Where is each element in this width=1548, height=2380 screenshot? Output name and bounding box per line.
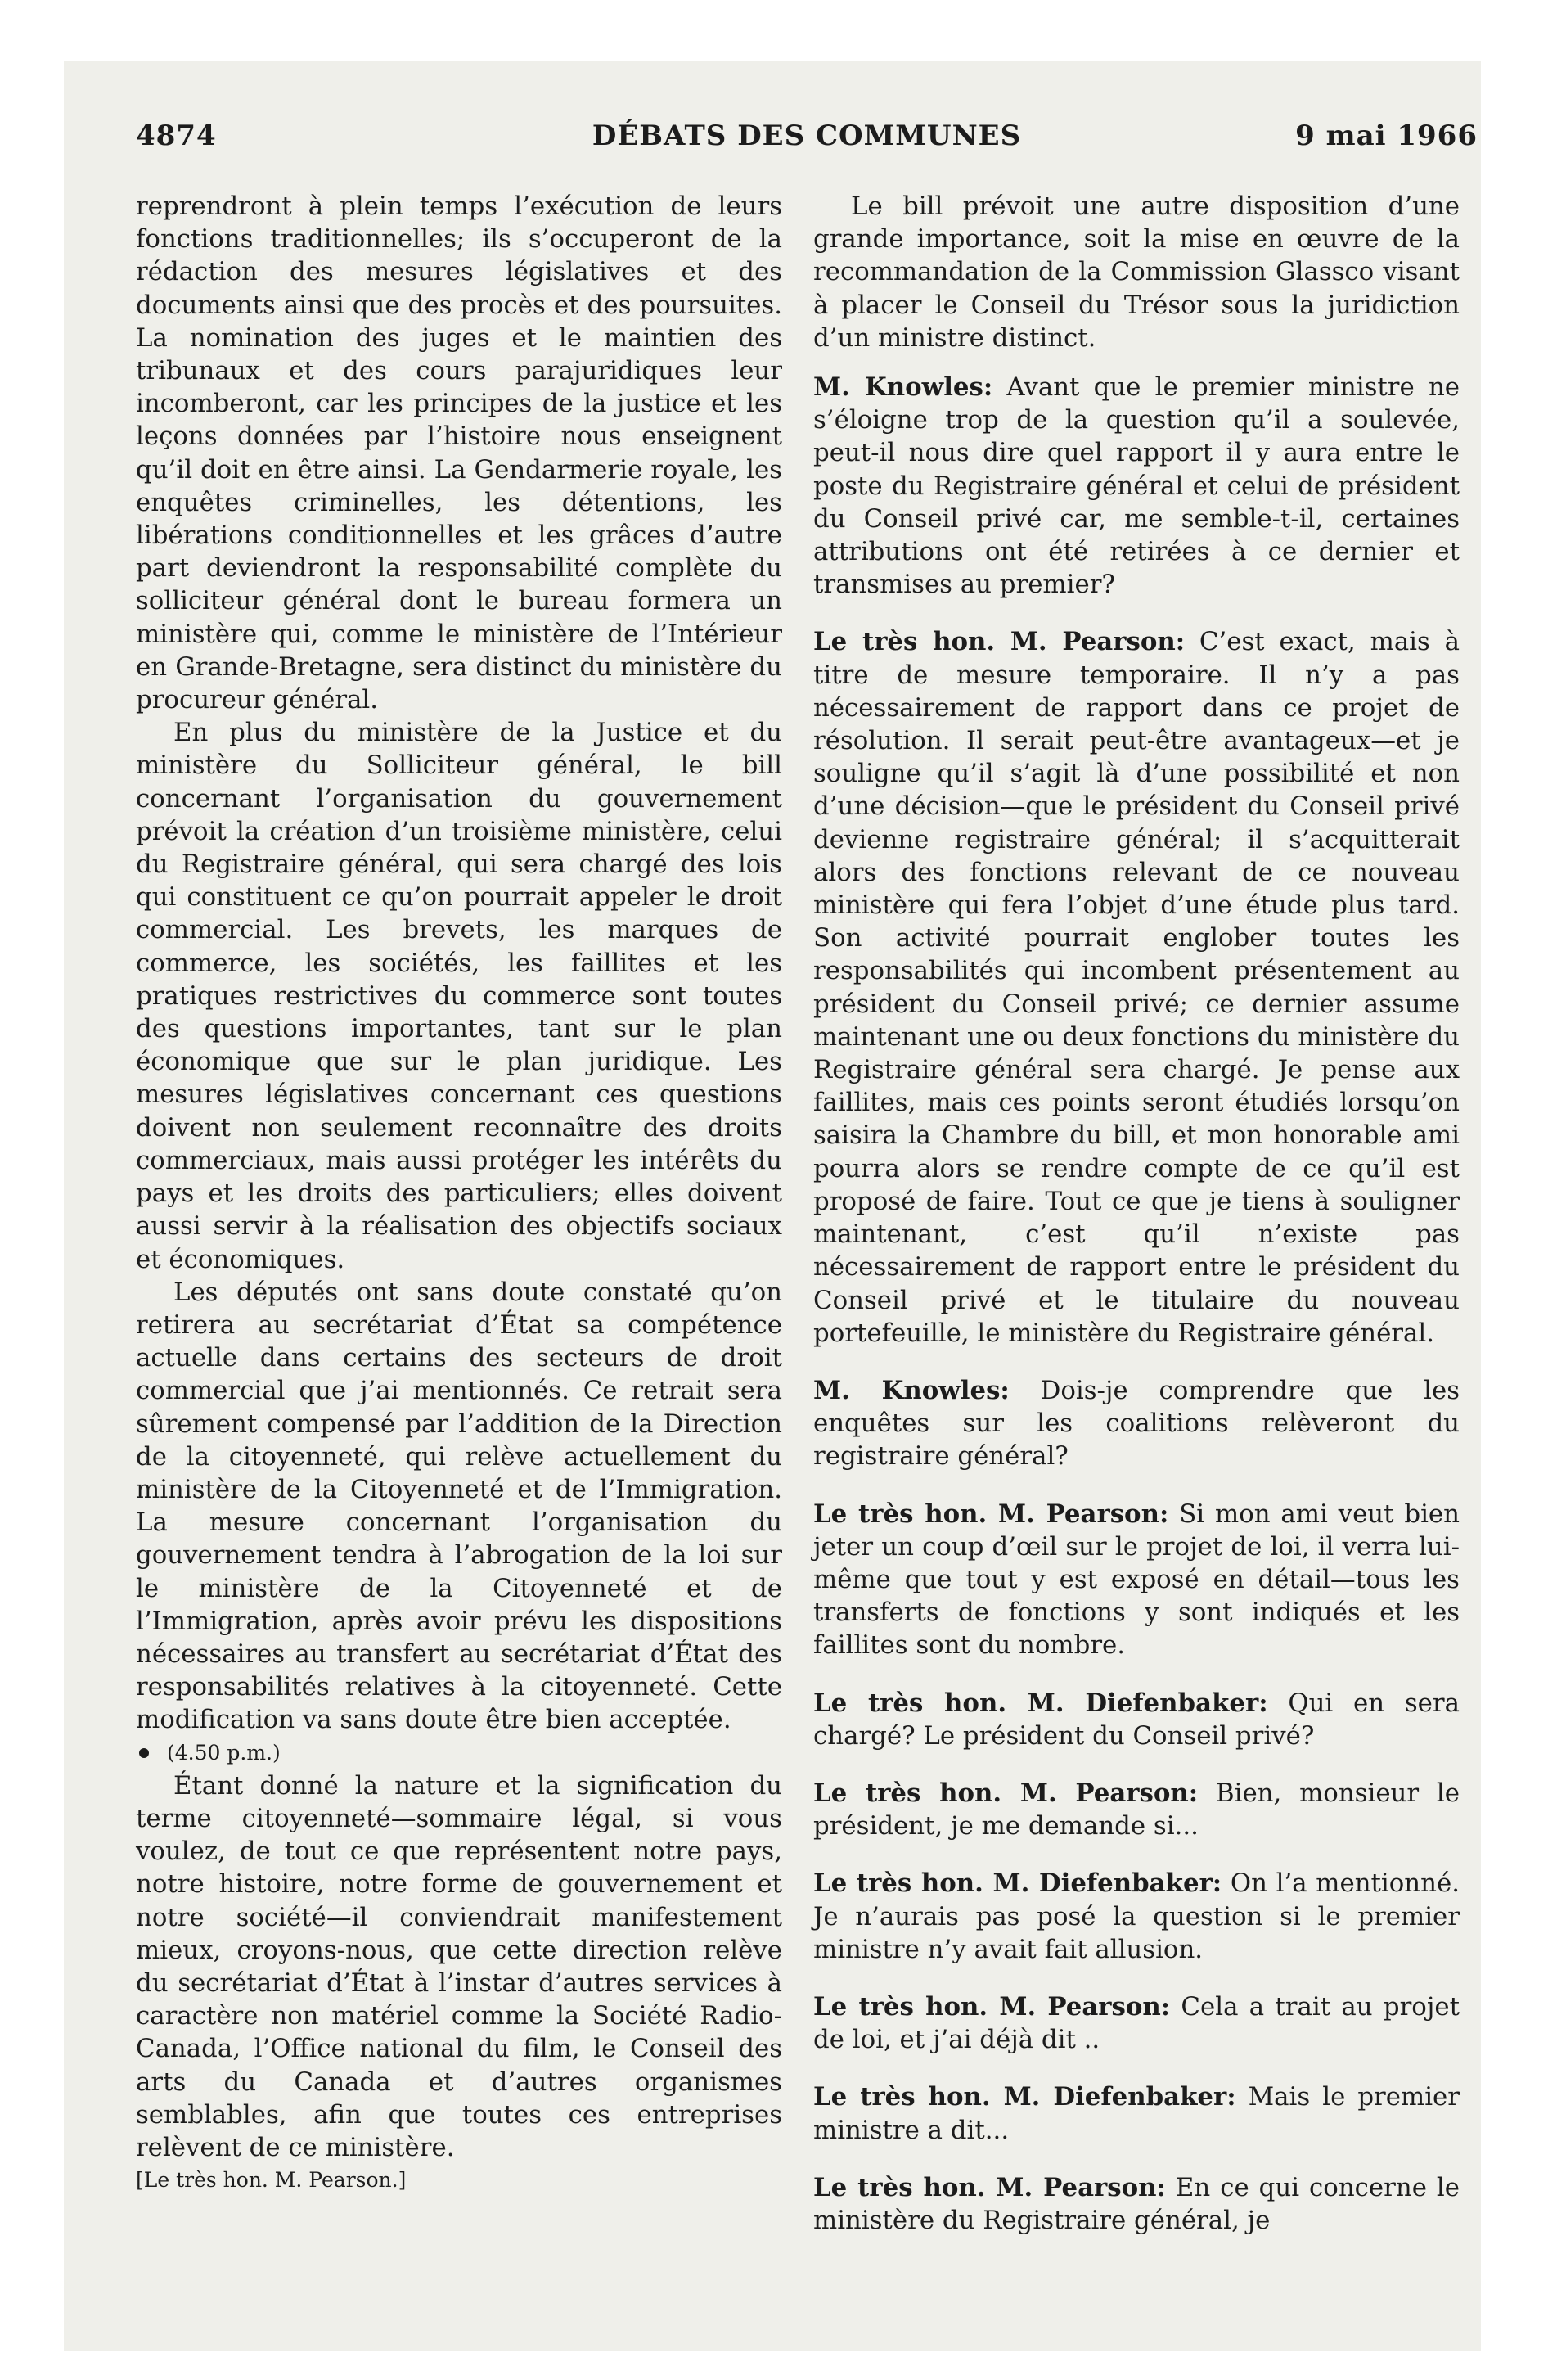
page-number: 4874: [136, 119, 217, 152]
speech: [813, 1498, 1460, 1662]
speech-text: Dois-je comprendre que les enquêtes sur les coalitions relèveront du registraire général?: [813, 1375, 1460, 1472]
speech: [813, 371, 1460, 601]
speech: [813, 2080, 1460, 2146]
speaker-name: Le très hon. M. Diefenbaker:: [813, 1688, 1268, 1718]
speaker-name: M. Knowles:: [813, 372, 993, 403]
speech-text: Bien, monsieur le président, je me demande si...: [813, 1778, 1460, 1841]
page-header: [136, 119, 1478, 169]
speech-text: Avant que le premier ministre ne s’éloigne trop de la question qu’il a soulevée, peut-il nous dire quel rapport il y aura entre le poste du Registraire général et celui de président du Conseil privé car, me semble-t-il, certaines attributions ont été retirées à ce dernier et transmises au premier?: [813, 372, 1460, 600]
speech-text: Cela a trait au projet de loi, et j’ai déjà dit ..: [813, 1991, 1460, 2055]
publication-title: DÉBATS DES COMMUNES: [592, 119, 1022, 152]
speech: [813, 1867, 1460, 1966]
speaker-name: Le très hon. M. Pearson:: [813, 627, 1186, 657]
speaker-name: Le très hon. M. Diefenbaker:: [813, 2082, 1236, 2112]
speaker-name: Le très hon. M. Diefenbaker:: [813, 1868, 1222, 1899]
paragraph: Le bill prévoit une autre disposition d’une grande importance, soit la mise en œuvre de la recommandation de la Commission Glassco visant à placer le Conseil du Trésor sous la juridiction d’un ministre distinct.: [813, 192, 1460, 353]
bullet-icon: [139, 1748, 149, 1758]
speech-text: Mais le premier ministre a dit...: [813, 2082, 1460, 2145]
speaker-name: Le très hon. M. Pearson:: [813, 2172, 1166, 2202]
time-stamp: (4.50 p.m.): [167, 1740, 281, 1765]
speech-text: C’est exact, mais à titre de mesure temporaire. Il n’y a pas nécessairement de rapport dans ce projet de résolution. Il serait peut-être avantageux—et je souligne qu’il s’agit là d’une possibilité et non d’une décision—que le président du Conseil privé devienne registraire général; il s’acquitterait alors des fonctions relevant de ce nouveau ministère qui fera l’objet d’une étude plus tard. Son activité pourrait englober toutes les responsabilités qui incombent présentement au président du Conseil privé; ce dernier assume maintenant une ou deux fonctions du ministère du Registraire général sera chargé. Je pense aux faillites, mais ces points seront étudiés lorsqu’on saisira la Chambre du bill, et mon honorable ami pourra alors se rendre compte de ce qu’il est proposé de faire. Tout ce que je tiens à souligner maintenant, c’est qu’il n’existe pas nécessairement de rapport entre le président du Conseil privé et le titulaire du nouveau portefeuille, le ministère du Registraire général.: [813, 627, 1460, 1348]
left-column: [136, 190, 782, 2197]
speaker-name: Le très hon. M. Pearson:: [813, 1778, 1199, 1808]
speech-text: On l’a mentionné. Je n’aurais pas posé la question si le premier ministre n’y avait fait allusion.: [813, 1868, 1460, 1964]
speaker-name: M. Knowles:: [813, 1375, 1010, 1405]
paragraph: reprendront à plein temps l’exécution de leurs fonctions traditionnelles; ils s’occuperont de la rédaction des mesures législatives et des documents ainsi que des procès et des poursuites. La nomination des juges et le maintien des tribunaux et des cours parajuridiques leur incomberont, car les principes de la justice et les leçons données par l’histoire nous enseignent qu’il doit en être ainsi. La Gendarmerie royale, les enquêtes criminelles, les détentions, les libérations conditionnelles et les grâces d’autre part deviendront la responsabilité complète du solliciteur général dont le bureau formera un ministère qui, comme le ministère de l’Intérieur en Grande-Bretagne, sera distinct du ministère du procureur général.: [136, 192, 782, 715]
page-date: 9 mai 1966: [1295, 119, 1478, 152]
paragraph: En plus du ministère de la Justice et du ministère du Solliciteur général, le bill concernant l’organisation du gouvernement prévoit la création d’un troisième ministère, celui du Registraire général, qui sera chargé des lois qui constituent ce qu’on pourrait appeler le droit commercial. Les brevets, les marques de commerce, les sociétés, les faillites et les pratiques restrictives du commerce sont toutes des questions importantes, tant sur le plan économique que sur le plan juridique. Les mesures législatives concernant ces questions doivent non seulement reconnaître des droits commerciaux, mais aussi protéger les intérêts du pays et les droits des particuliers; elles doivent aussi servir à la réalisation des objectifs sociaux et économiques.: [136, 718, 782, 1274]
speaker-name: Le très hon. M. Pearson:: [813, 1991, 1171, 2022]
speech: [813, 1687, 1460, 1752]
right-column: [813, 190, 1460, 2237]
time-marker: [136, 1737, 782, 1769]
speech: [813, 625, 1460, 1349]
paragraph: Les députés ont sans doute constaté qu’on retirera au secrétariat d’État sa compétence actuelle dans certains des secteurs de droit commercial que j’ai mentionnés. Ce retrait sera sûrement compensé par l’addition de la Direction de la citoyenneté, qui relève actuellement du ministère de la Citoyenneté et de l’Immigration. La mesure concernant l’organisation du gouvernement tendra à l’abrogation de la loi sur le ministère de la Citoyenneté et de l’Immigration, après avoir prévu les dispositions nécessaires au transfert au secrétariat d’État des responsabilités relatives à la citoyenneté. Cette modification va sans doute être bien acceptée.: [136, 1277, 782, 1735]
speech: [813, 1990, 1460, 2056]
speech-text: En ce qui concerne le ministère du Registraire général, je: [813, 2172, 1460, 2235]
speech-text: Qui en sera chargé? Le président du Conseil privé?: [813, 1688, 1460, 1751]
speaker-attribution: [Le très hon. M. Pearson.]: [136, 2168, 407, 2193]
speech: [813, 1777, 1460, 1842]
speech: [813, 1374, 1460, 1473]
paragraph: Étant donné la nature et la signification du terme citoyenneté—sommaire légal, si vous voulez, de tout ce que représentent notre pays, notre histoire, notre forme de gouvernement et notre société—il conviendrait manifestement mieux, croyons-nous, que cette direction relève du secrétariat d’État à l’instar d’autres services à caractère non matériel comme la Société Radio-Canada, l’Office national du film, le Conseil des arts du Canada et d’autres organismes semblables, afin que toutes ces entreprises relèvent de ce ministère.: [136, 1770, 782, 2162]
speech-text: Si mon ami veut bien jeter un coup d’œil sur le projet de loi, il verra lui-même que tout y est exposé en détail—tous les transferts de fonctions y sont indiqués et les faillites sont du nombre.: [813, 1499, 1460, 1661]
speaker-name: Le très hon. M. Pearson:: [813, 1499, 1169, 1529]
speech: [813, 2171, 1460, 2237]
